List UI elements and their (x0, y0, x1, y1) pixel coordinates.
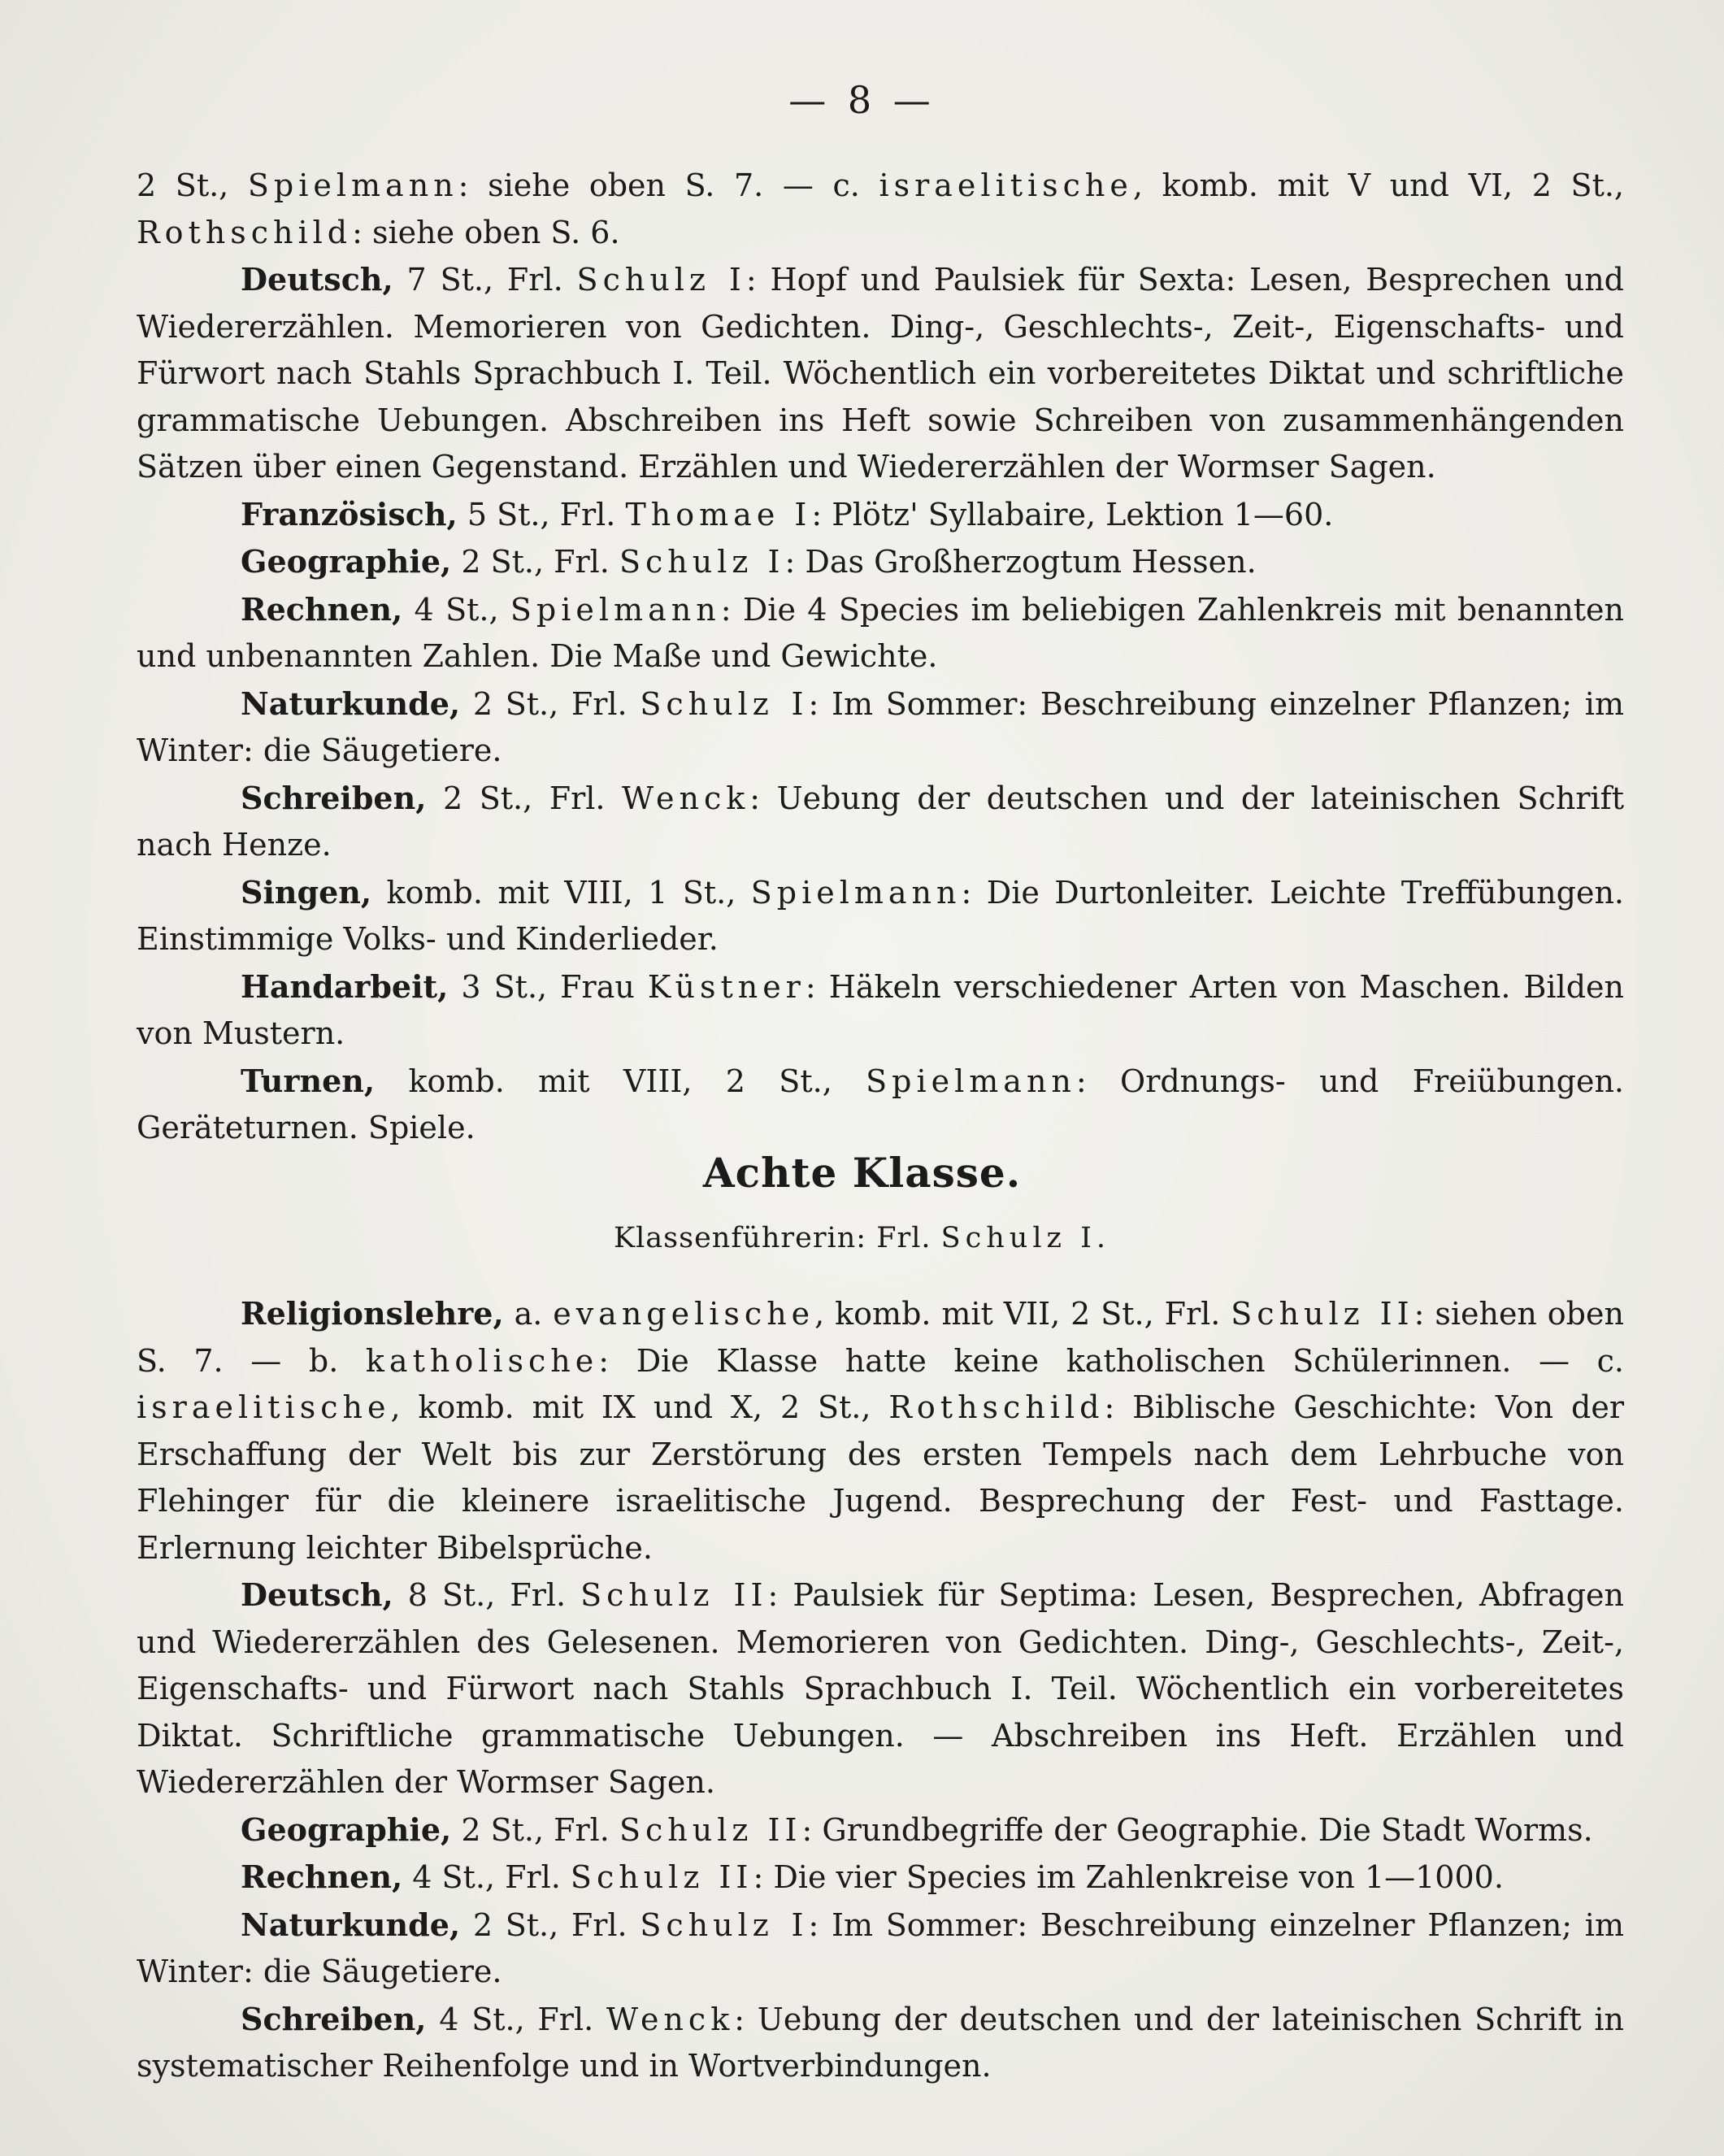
subject-text: : Ordnungs- und Freiübungen. Geräteturnen. Spiele. (137, 1063, 1624, 1145)
subject-paragraph-naturkunde (137, 680, 1624, 775)
subject-text: : Im Sommer: Beschreibung einzelner Pflanzen; im Winter: die Säugetiere. (137, 685, 1624, 768)
subject-name: Deutsch, (241, 261, 393, 298)
subject-paragraph-deutsch (137, 1571, 1624, 1806)
class-teacher-label: Klassenführerin: Frl. (613, 1222, 941, 1254)
seventh-class-curriculum (137, 163, 1624, 1152)
subject-paragraph-rechnen (137, 586, 1624, 680)
section-heading-eighth-class: Achte Klasse. (702, 1149, 1022, 1197)
text-run: a. (503, 1296, 554, 1332)
text-run: : siehe oben S. 7. — c. (458, 167, 879, 203)
subject-paragraph-turnen (137, 1058, 1624, 1152)
subject-name: Schreiben, (241, 779, 427, 816)
teacher-name: Wenck (622, 780, 750, 816)
subject-text: : Häkeln verschiedener Arten von Maschen. Bilden von Mustern. (137, 968, 1624, 1051)
subject-details: 7 St., Frl. (393, 262, 577, 298)
teacher-name: Schulz I (619, 544, 785, 580)
subject-text: : Grundbegriffe der Geographie. Die Stadt Worms. (801, 1811, 1593, 1848)
teacher-name: Schulz I. (940, 1222, 1111, 1254)
text-run: : Biblische Geschichte: Von der Erschaffung der Welt bis zur Zerstörung des ersten Tempels nach dem Lehrbuche von Flehinger für die kleinere israelitische Jugend. Besprechung der Fest- und Fasttage. Erlernung leichter Bibelsprüche. (137, 1389, 1624, 1566)
teacher-name: Schulz II (570, 1859, 753, 1895)
subject-paragraph-geographie (137, 1806, 1624, 1854)
subject-text: : Paulsiek für Septima: Lesen, Besprechen, Abfragen und Wiedererzählen des Gelesenen. Memorieren von Gedichten. Ding-, Geschlechts-, Zeit-, Eigenschafts- und Fürwort nach Stahls Sprachbuch I. Teil. Wöchentlich ein vorbereitetes Diktat. Schriftliche grammatische Uebungen. — Abschreiben ins Heft. Erzählen und Wiedererzählen der Wormser Sagen. (137, 1577, 1624, 1800)
subject-text: : Plötz' Syllabaire, Lektion 1—60. (811, 496, 1334, 532)
subject-name: Singen, (241, 873, 372, 911)
subject-name: Geographie, (241, 1810, 452, 1848)
subject-paragraph-handarbeit (137, 963, 1624, 1058)
subject-paragraph-singen (137, 869, 1624, 963)
subject-name: Rechnen, (241, 590, 403, 628)
subject-name: Schreiben, (241, 2000, 427, 2037)
teacher-name: Spielmann (510, 591, 721, 628)
subject-text: : Hopf und Paulsiek für Sexta: Lesen, Besprechen und Wiedererzählen. Memorieren von Gedichten. Ding-, Geschlechts-, Zeit-, Eigenschafts- und Fürwort nach Stahls Sprachbuch I. Teil. Wöchentlich ein vorbereitetes Diktat und schriftliche grammatische Uebungen. Abschreiben ins Heft sowie Schreiben von zusammenhängenden Sätzen über einen Gegenstand. Erzählen und Wiedererzählen der Wormser Sagen. (137, 262, 1625, 485)
denomination: katholische (365, 1342, 599, 1379)
subject-details: komb. mit VIII, 2 St., (375, 1063, 866, 1099)
teacher-name: Schulz II (580, 1577, 768, 1613)
subject-paragraph-deutsch (137, 256, 1624, 491)
subject-text: : Das Großherzogtum Hessen. (784, 544, 1257, 580)
page-number: — 8 — (788, 78, 936, 122)
subject-details: 8 St., Frl. (393, 1577, 581, 1613)
subject-details: komb. mit VIII, 1 St., (371, 874, 751, 911)
teacher-name: Spielmann (866, 1063, 1076, 1099)
subject-details: 2 St., Frl. (426, 780, 623, 816)
subject-name: Religionslehre, (241, 1295, 504, 1332)
denomination: israelitische (137, 1389, 391, 1425)
text-run: : siehe oben S. 6. (352, 214, 620, 250)
text-run: : siehen oben S. 7. — b. (137, 1296, 1624, 1379)
subject-name: Deutsch, (241, 1576, 393, 1613)
subject-paragraph-religionslehre (137, 1290, 1624, 1571)
text-run: 2 St., (137, 167, 248, 203)
teacher-name: Schulz II (619, 1811, 802, 1848)
eighth-class-curriculum (137, 1290, 1624, 2090)
subject-paragraph-schreiben (137, 775, 1624, 869)
denomination: evangelische (553, 1296, 815, 1332)
text-run: : Die Klasse hatte keine katholischen Schülerinnen. — c. (598, 1342, 1625, 1379)
teacher-name: Schulz II (1231, 1296, 1414, 1332)
subject-details: 4 St., (402, 591, 510, 628)
teacher-name: Schulz I (640, 685, 809, 722)
teacher-name: Thomae I (625, 496, 812, 532)
subject-details: 2 St., Frl. (451, 544, 619, 580)
subject-name: Rechnen, (241, 1858, 403, 1895)
subject-name: Französisch, (241, 495, 458, 532)
subject-paragraph-schreiben (137, 1996, 1624, 2090)
teacher-name: Küstner (647, 968, 806, 1005)
subject-details: 3 St., Frau (448, 968, 648, 1005)
denomination: israelitische (879, 167, 1133, 203)
subject-name: Handarbeit, (241, 967, 449, 1005)
subject-text: : Uebung der deutschen und der lateinischen Schrift nach Henze. (137, 780, 1624, 863)
teacher-name: Rothschild (888, 1389, 1105, 1425)
teacher-name: Schulz I (640, 1906, 809, 1943)
subject-text: : Uebung der deutschen und der lateinischen Schrift in systematischer Reihenfolge und in Wortverbindungen. (137, 2001, 1625, 2084)
text-run: , komb. mit VII, 2 St., Frl. (814, 1296, 1231, 1332)
text-run: , komb. mit IX und X, 2 St., (390, 1389, 889, 1425)
subject-details: 2 St., Frl. (451, 1811, 619, 1848)
subject-text: : Die Durtonleiter. Leichte Treffübungen. Einstimmige Volks- und Kinderlieder. (137, 874, 1625, 957)
subject-details: 5 St., Frl. (457, 496, 626, 532)
subject-details: 2 St., Frl. (460, 685, 641, 722)
subject-paragraph-franzoesisch (137, 491, 1624, 539)
subject-name: Naturkunde, (241, 1906, 461, 1943)
text-run: , komb. mit V und VI, 2 St., (1132, 167, 1624, 203)
continuation-paragraph (137, 163, 1624, 256)
subject-text: : Die 4 Species im beliebigen Zahlenkreis mit benannten und unbenannten Zahlen. Die Maße und Gewichte. (137, 591, 1624, 674)
subject-name: Naturkunde, (241, 685, 461, 722)
subject-name: Geographie, (241, 543, 452, 580)
teacher-name: Spielmann (247, 167, 458, 203)
subject-details: 4 St., Frl. (426, 2001, 606, 2037)
teacher-name: Spielmann (750, 874, 962, 911)
subject-paragraph-naturkunde (137, 1902, 1624, 1996)
teacher-name: Wenck (606, 2001, 735, 2037)
subject-text: : Im Sommer: Beschreibung einzelner Pflanzen; im Winter: die Säugetiere. (137, 1906, 1624, 1989)
subject-details: 4 St., Frl. (402, 1859, 571, 1895)
teacher-name: Schulz I (576, 262, 746, 298)
class-teacher-line (0, 1222, 1724, 1254)
subject-paragraph-geographie (137, 538, 1624, 586)
subject-name: Turnen, (241, 1062, 376, 1099)
subject-details: 2 St., Frl. (460, 1906, 641, 1943)
subject-text: : Die vier Species im Zahlenkreise von 1—1000. (753, 1859, 1504, 1895)
subject-paragraph-rechnen (137, 1854, 1624, 1902)
teacher-name: Rothschild (137, 214, 353, 250)
